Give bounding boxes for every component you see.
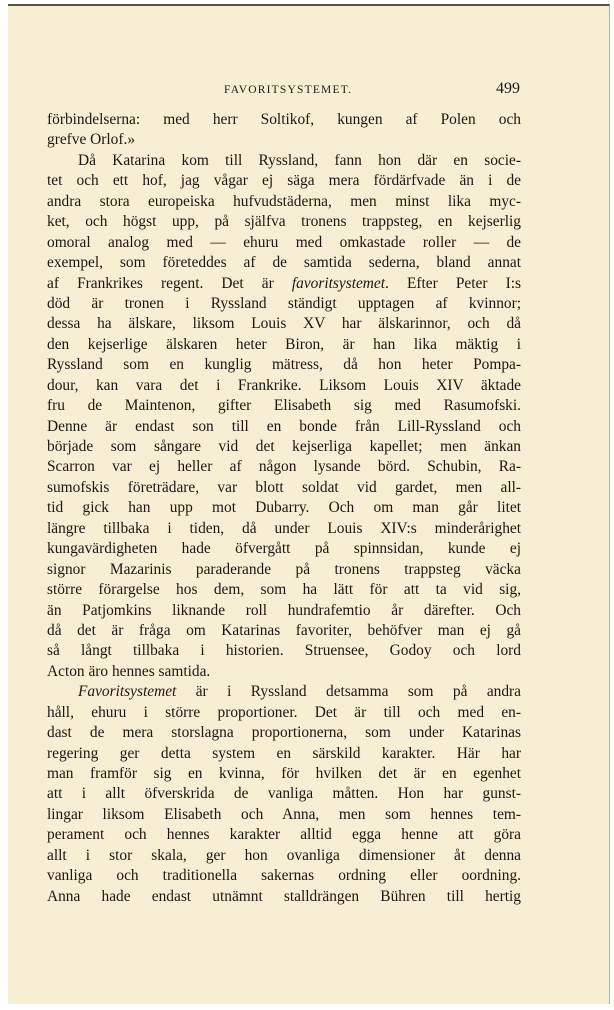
text-line [47,682,521,702]
text-line: regering ger detta system en särskild karakter. Här har [47,744,521,762]
page-number: 499 [496,80,520,97]
text-line: än Patjomkins liknande roll hundrafemtio år därefter. Och [47,601,521,619]
text-line: dour, kan vara det i Frankrike. Liksom Louis XIV äktade [47,376,521,394]
italic-term: favoritsystemet [291,274,386,292]
text-line: signor Mazarinis paraderande på tronens trappsteg väcka [47,560,521,578]
text-line: andra stora europeiska hufvudstäderna, men minst lika myc- [47,192,521,210]
text-line: perament och hennes karakter alltid egga henne att göra [47,826,521,844]
text-line: Scarron var ej heller af någon lysande börd. Schubin, Ra- [47,458,521,476]
italic-term: Favoritsystemet [78,683,177,701]
text-line: Ryssland som en kunglig mätress, då hon heter Pompa- [47,356,521,374]
text-line: började som sångare vid det kejserliga kapellet; men änkan [47,438,521,455]
text-line: exempel, som företeddes af de samtida sederna, bland annat [47,254,521,272]
text-line: sumofskis företrädare, var blott soldat vid gardet, men all- [47,478,521,496]
text-line: man framför sig en kvinna, för hvilken det är en egenhet [47,765,521,782]
text-line: död är tronen i Ryssland ständigt upptagen af kvinnor; [47,294,521,312]
text-line [47,274,521,294]
text-line: Denne är endast son till en bonde från Lill-Ryssland och [47,417,521,435]
text-line: grefve Orlof.» [47,131,136,149]
running-title: FAVORITSYSTEMET. [224,84,353,96]
text-line: fru de Maintenon, gifter Elisabeth sig med Rasumofski. [47,397,521,415]
text-line: den kejserlige älskaren heter Biron, är han lika mäktig i [47,335,521,353]
book-page [8,4,610,1004]
text-segment: af Frankrikes regent. Det är [47,274,292,292]
text-line: förbindelserna: med herr Soltikof, kungen af Polen och [47,111,521,128]
text-line: Då Katarina kom till Ryssland, fann hon där en socie- [78,151,521,169]
text-line: tid gick han upp mot Dubarry. Och om man går litet [47,499,521,517]
text-line: allt i stor skala, ger hon ovanliga dimensioner åt denna [47,846,521,864]
text-line: dessa ha älskare, liksom Louis XV har älskarinnor, och då [47,315,521,333]
text-line: lingar liksom Elisabeth och Anna, men som hennes tem- [47,805,521,823]
text-line: att i allt öfverskrida de vanliga måtten. Hon har gunst- [47,785,521,803]
text-line: större förargelse hos dem, som ha lätt för att ta vid sig, [47,581,521,599]
text-line: Acton äro hennes samtida. [47,662,211,680]
body-text [47,110,521,907]
text-line: kungavärdigheten hade öfvergått på spinnsidan, kunde ej [47,540,521,558]
text-line: då det är fråga om Katarinas favoriter, behöfver man ej gå [47,621,521,639]
text-line: tet och ett hof, jag vågar ej säga mera fördärfvade än i de [47,172,521,190]
text-line: dast de mera storslagna proportionerna, som under Katarinas [47,724,521,742]
text-segment: är i Ryssland detsamma som på andra [176,683,521,701]
text-line: så långt tillbaka i historien. Struensee, Godoy och lord [47,642,521,660]
running-head [8,80,609,104]
text-line: Anna hade endast utnämnt stalldrängen Bühren till hertig [47,887,521,905]
text-line: längre tillbaka i tiden, då under Louis XIV:s minderårighet [47,519,521,537]
text-line: ket, och högst upp, på själfva tronens trappsteg, en kejserlig [47,213,521,231]
text-segment: . Efter Peter I:s [385,274,521,292]
text-line: håll, ehuru i större proportioner. Det är till och med en- [47,703,521,721]
text-line: vanliga och traditionella sakernas ordning eller oordning. [47,867,521,885]
text-line: omoral analog med — ehuru med omkastade roller — de [47,233,521,251]
